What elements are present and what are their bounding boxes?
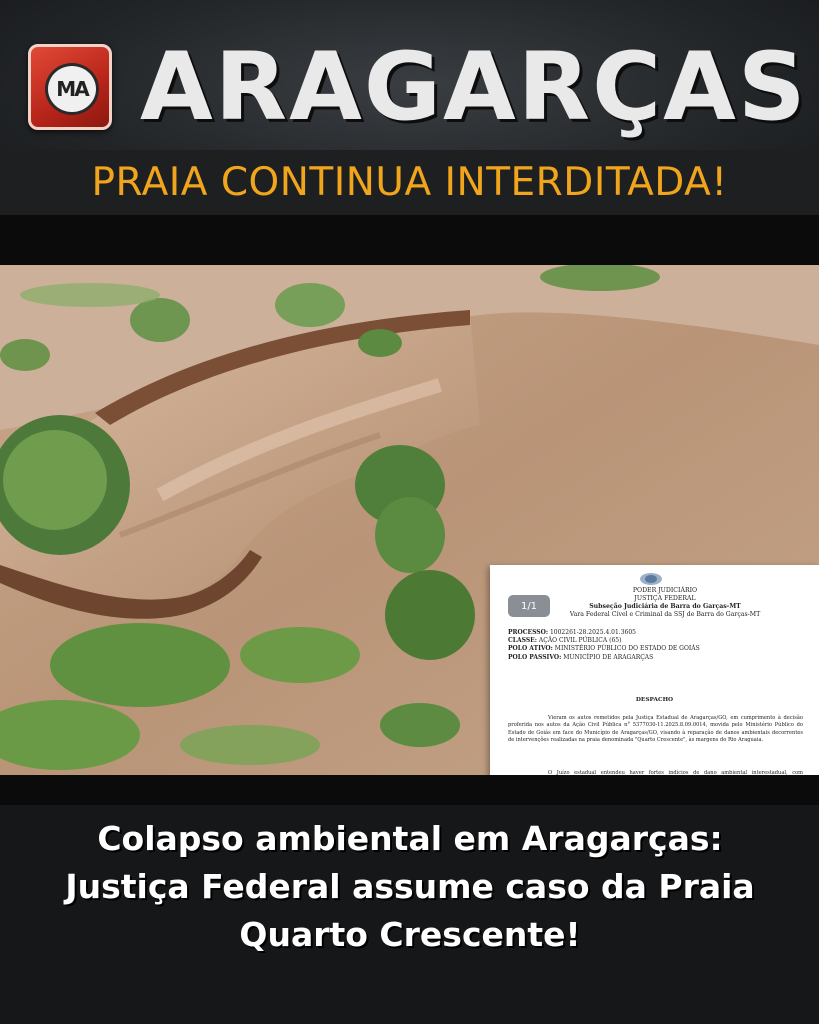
headline-line: Quarto Crescente! (239, 915, 581, 954)
logo-emblem: MA (45, 63, 99, 115)
header-line: JUSTIÇA FEDERAL (634, 595, 696, 602)
court-document (490, 565, 819, 775)
header-line: PODER JUDICIÁRIO (632, 587, 698, 594)
meta-label: POLO ATIVO: (508, 645, 553, 653)
meta-label: CLASSE: (508, 637, 537, 645)
case-metadata (508, 629, 808, 662)
coat-of-arms-icon (638, 572, 664, 586)
document-paragraph: O Juízo estadual entendeu haver fortes indícios de dano ambiental interestadual, com (548, 770, 803, 775)
document-header (550, 587, 780, 619)
document-heading: DESPACHO (635, 697, 674, 703)
divider-band (0, 215, 819, 265)
page-title: ARAGARÇAS (140, 33, 808, 142)
page-counter-badge: 1/1 (508, 595, 550, 617)
headline-line: Justiça Federal assume caso da Praia (65, 867, 755, 906)
headline (40, 815, 780, 965)
meta-value: 1002261-28.2025.4.01.3605 (549, 629, 636, 636)
headline-line: Colapso ambiental em Aragarças: (97, 819, 723, 858)
meta-label: POLO PASSIVO: (508, 653, 562, 661)
divider-band (0, 775, 819, 805)
subtitle-text: PRAIA CONTINUA INTERDITADA! (91, 160, 728, 205)
subtitle-banner (0, 150, 819, 215)
header-line: Vara Federal Cível e Criminal da SSJ de Barra do Garças-MT (569, 611, 761, 618)
meta-value: AÇÃO CIVIL PÚBLICA (65) (538, 637, 622, 645)
header-line: Subseção Judiciária de Barra do Garças-MT (589, 603, 741, 610)
brand-logo (28, 44, 112, 130)
document-paragraph: Vieram os autos remetidos pela Justiça Estadual de Aragarças/GO, em cumprimento à decisão proferida nos autos da Ação Civil Pública n° 5377030-11.2025.8.09.0014, movida pelo Ministério Público do Estado de Goiás em face do Município de Aragarças/GO, visando à reparação de danos ambientais decorrentes de intervenções realizadas na praia denominada "Quarto Crescente", às margens do Rio Araguaia. (508, 715, 803, 744)
meta-label: PROCESSO: (508, 629, 549, 636)
meta-value: MINISTÉRIO PÚBLICO DO ESTADO DE GOIÁS (554, 645, 700, 653)
meta-value: MUNICÍPIO DE ARAGARÇAS (563, 653, 654, 661)
aerial-photo (0, 265, 819, 775)
